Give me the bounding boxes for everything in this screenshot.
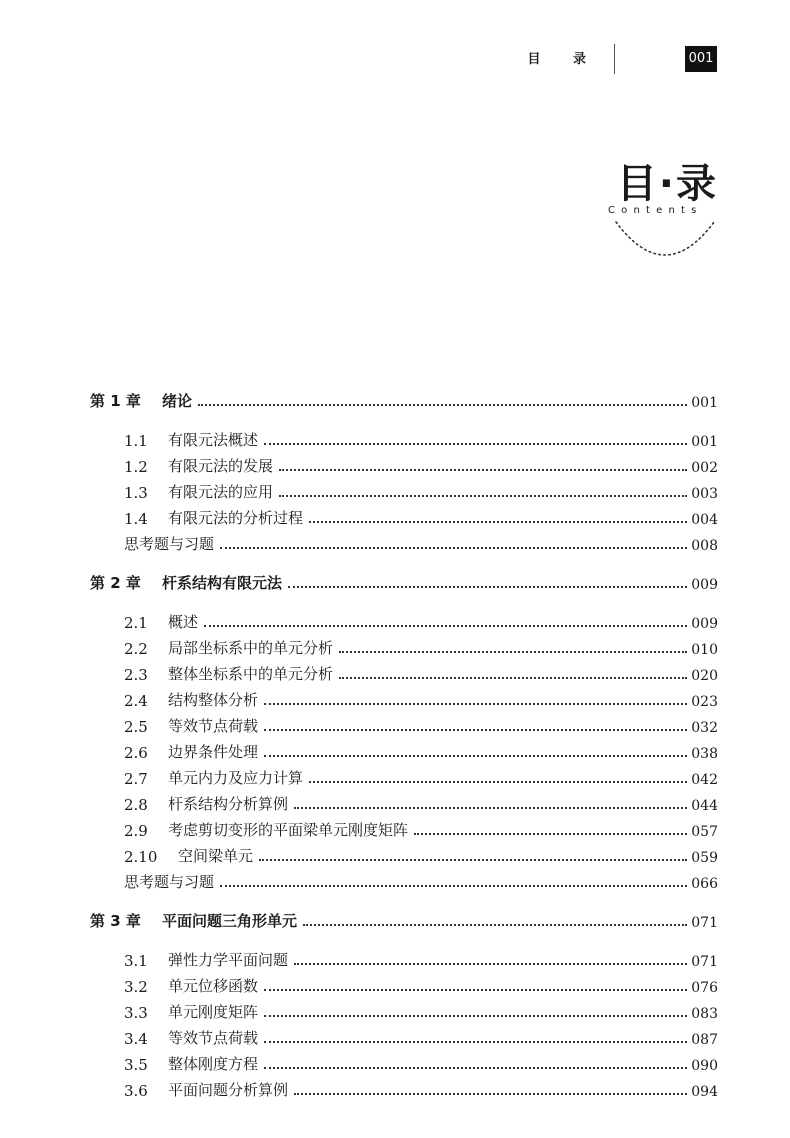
toc-entry-number: 第 1 章 [90,392,141,410]
toc-entry-label: 结构整体分析 [168,691,259,709]
toc-section-entry[interactable] [90,840,718,866]
toc-entry-page: 071 [691,954,718,970]
toc-entry-label: 有限元法的应用 [168,483,274,501]
toc-dot-leader [264,443,687,445]
toc-entry-number: 第 3 章 [90,912,141,930]
toc-entry-page: 042 [691,772,718,788]
toc-entry-number: 2.9 [124,822,148,840]
toc-entry-label: 单元位移函数 [168,977,259,995]
page-number-badge: 001 [685,46,717,72]
toc-dot-leader [259,859,687,861]
toc-section-entry[interactable] [90,944,718,970]
toc-dot-leader [264,1067,687,1069]
toc-entry-number: 3.1 [124,952,148,970]
toc-entry-page: 059 [691,850,718,866]
toc-dot-leader [264,989,687,991]
toc-entry-label: 有限元法的发展 [168,457,274,475]
page-title: 目·录 [616,161,718,207]
toc-section-entry[interactable] [90,814,718,840]
toc-section-entry[interactable] [90,1048,718,1074]
toc-section-entry[interactable] [90,1022,718,1048]
toc-section-entry[interactable] [90,476,718,502]
toc-entry-page: 083 [691,1006,718,1022]
toc-dot-leader [279,469,687,471]
toc-entry-number: 1.3 [124,484,148,502]
toc-entry-page: 038 [691,746,718,762]
toc-section-entry[interactable] [90,762,718,788]
toc-entry-number: 1.2 [124,458,148,476]
toc-entry-page: 010 [691,642,718,658]
toc-entry-page: 009 [691,577,718,593]
toc-entry-number: 3.5 [124,1056,148,1074]
toc-entry-label: 单元刚度矩阵 [168,1003,259,1021]
toc-entry-number: 2.4 [124,692,148,710]
header-title: 目 录 [527,52,600,67]
toc-entry-page: 032 [691,720,718,736]
toc-entry-label: 单元内力及应力计算 [168,769,304,787]
toc-entry-page: 087 [691,1032,718,1048]
toc-dot-leader [264,1015,687,1017]
toc-dot-leader [204,625,687,627]
toc-entry-label: 弹性力学平面问题 [168,951,289,969]
toc-dot-leader [294,807,687,809]
toc-entry-label: 整体坐标系中的单元分析 [168,665,334,683]
toc-dot-leader [264,729,687,731]
toc-entry-page: 020 [691,668,718,684]
toc-entry-label: 杆系结构有限元法 [162,574,283,592]
toc-entry-label: 空间梁单元 [178,847,254,865]
toc-section-entry[interactable] [90,788,718,814]
toc-entry-label: 等效节点荷载 [168,1029,259,1047]
toc-entry-number: 第 2 章 [90,574,141,592]
toc-entry-number: 3.6 [124,1082,148,1100]
toc-section-entry[interactable] [90,736,718,762]
toc-dot-leader [294,1093,687,1095]
toc-entry-label: 边界条件处理 [168,743,259,761]
toc-entry-number: 2.5 [124,718,148,736]
toc-entry-label: 思考题与习题 [124,873,215,891]
toc-entry-label: 思考题与习题 [124,535,215,553]
toc-dot-leader [303,924,687,926]
toc-section-entry[interactable] [90,684,718,710]
toc-dot-leader [264,1041,687,1043]
toc-entry-label: 整体刚度方程 [168,1055,259,1073]
toc-section-entry[interactable] [90,658,718,684]
toc-entry-page: 002 [691,460,718,476]
toc-section-entry[interactable] [90,450,718,476]
toc-dot-leader [339,677,687,679]
toc-section-entry[interactable] [90,528,718,554]
header-divider [614,44,615,74]
toc-entry-label: 等效节点荷载 [168,717,259,735]
toc-entry-page: 009 [691,616,718,632]
toc-dot-leader [279,495,687,497]
toc-dot-leader [288,586,687,588]
toc-section-entry[interactable] [90,502,718,528]
toc-dot-leader [264,755,687,757]
toc-entry-number: 2.6 [124,744,148,762]
toc-entry-number: 2.1 [124,614,148,632]
toc-entry-page: 003 [691,486,718,502]
toc-entry-page: 001 [691,434,718,450]
toc-entry-page: 094 [691,1084,718,1100]
toc-section-entry[interactable] [90,970,718,996]
toc-dot-leader [264,703,687,705]
toc-entry-number: 2.3 [124,666,148,684]
toc-section-entry[interactable] [90,1074,718,1100]
toc-dot-leader [220,885,687,887]
toc-entry-number: 2.7 [124,770,148,788]
toc-entry-page: 066 [691,876,718,892]
toc-entry-number: 1.4 [124,510,148,528]
toc-dot-leader [339,651,687,653]
toc-entry-page: 090 [691,1058,718,1074]
toc-entry-page: 044 [691,798,718,814]
toc-entry-page: 004 [691,512,718,528]
toc-dot-leader [220,547,687,549]
toc-entry-label: 概述 [168,613,199,631]
toc-entry-page: 008 [691,538,718,554]
toc-entry-number: 3.2 [124,978,148,996]
table-of-contents [90,385,718,1100]
toc-entry-number: 2.10 [124,848,158,866]
toc-entry-page: 001 [691,395,718,411]
toc-entry-label: 局部坐标系中的单元分析 [168,639,334,657]
toc-section-entry[interactable] [90,996,718,1022]
toc-dot-leader [198,404,687,406]
toc-dot-leader [309,781,687,783]
toc-dot-leader [294,963,687,965]
decorative-dotted-arc [612,218,718,262]
toc-section-entry[interactable] [90,424,718,450]
toc-entry-label: 有限元法概述 [168,431,259,449]
toc-entry-page: 023 [691,694,718,710]
toc-dot-leader [414,833,687,835]
toc-section-entry[interactable] [90,710,718,736]
toc-chapter-entry[interactable] [90,905,718,931]
running-header [0,44,790,74]
toc-entry-page: 076 [691,980,718,996]
page-subtitle: Contents [608,205,703,216]
toc-entry-label: 考虑剪切变形的平面梁单元刚度矩阵 [168,821,409,839]
toc-dot-leader [309,521,687,523]
toc-entry-label: 平面问题三角形单元 [162,912,298,930]
toc-entry-label: 绪论 [162,392,193,410]
toc-section-entry[interactable] [90,632,718,658]
toc-entry-number: 3.4 [124,1030,148,1048]
toc-entry-number: 3.3 [124,1004,148,1022]
toc-chapter-entry[interactable] [90,385,718,411]
toc-entry-page: 057 [691,824,718,840]
toc-entry-page: 071 [691,915,718,931]
toc-entry-number: 2.2 [124,640,148,658]
toc-chapter-entry[interactable] [90,567,718,593]
toc-entry-number: 1.1 [124,432,148,450]
toc-entry-label: 有限元法的分析过程 [168,509,304,527]
toc-entry-number: 2.8 [124,796,148,814]
toc-entry-label: 杆系结构分析算例 [168,795,289,813]
toc-section-entry[interactable] [90,866,718,892]
toc-section-entry[interactable] [90,606,718,632]
toc-entry-label: 平面问题分析算例 [168,1081,289,1099]
